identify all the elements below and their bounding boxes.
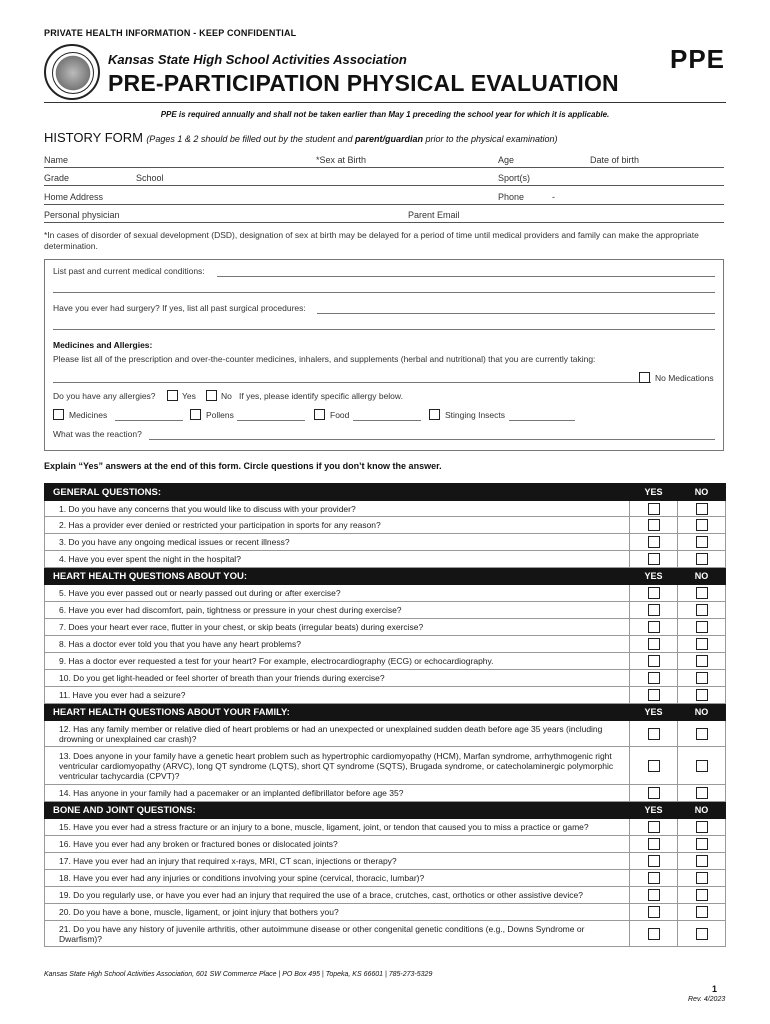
no-cell xyxy=(678,585,726,602)
yes-cell xyxy=(630,670,678,687)
question-row xyxy=(45,517,726,534)
question-text: 9. Has a doctor ever requested a test for your heart? For example, electrocardiography (ECG) or echocardiography. xyxy=(45,653,630,670)
pollens-allergy-input[interactable] xyxy=(237,420,305,421)
yes-checkbox[interactable] xyxy=(648,503,660,515)
yes-checkbox[interactable] xyxy=(648,855,660,867)
yes-checkbox[interactable] xyxy=(648,838,660,850)
yes-cell xyxy=(630,904,678,921)
address-label: Home Address xyxy=(44,192,104,202)
allergies-no-checkbox[interactable] xyxy=(206,390,217,401)
no-checkbox[interactable] xyxy=(696,728,708,740)
revision-date: Rev. 4/2023 xyxy=(688,996,726,1003)
no-cell xyxy=(678,785,726,802)
no-checkbox[interactable] xyxy=(696,638,708,650)
parent-email-label: Parent Email xyxy=(408,210,460,220)
history-subtitle-c: prior to the physical examination) xyxy=(422,134,558,144)
meds-prompt: Please list all of the prescription and over-the-counter medicines, inhalers, and supplements (herbal and nutritional) that you are currently taking: xyxy=(53,354,596,364)
no-checkbox[interactable] xyxy=(696,587,708,599)
question-text: 8. Has a doctor ever told you that you have any heart problems? xyxy=(45,636,630,653)
no-cell xyxy=(678,747,726,785)
allergies-yes-checkbox[interactable] xyxy=(167,390,178,401)
question-row xyxy=(45,534,726,551)
yes-checkbox[interactable] xyxy=(648,604,660,616)
no-column-header: NO xyxy=(678,802,726,819)
question-text: 20. Do you have a bone, muscle, ligament, or joint injury that bothers you? xyxy=(45,904,630,921)
question-text: 4. Have you ever spent the night in the hospital? xyxy=(45,551,630,568)
dob-label: Date of birth xyxy=(590,155,640,165)
question-row xyxy=(45,747,726,785)
yes-checkbox[interactable] xyxy=(648,536,660,548)
no-cell xyxy=(678,517,726,534)
conditions-input[interactable] xyxy=(217,276,715,277)
question-text: 2. Has a provider ever denied or restricted your participation in sports for any reason? xyxy=(45,517,630,534)
conditions-label: List past and current medical conditions: xyxy=(53,266,205,276)
allergies-question: Do you have any allergies? xyxy=(53,391,156,401)
no-checkbox[interactable] xyxy=(696,536,708,548)
yes-cell xyxy=(630,653,678,670)
yes-cell xyxy=(630,870,678,887)
no-cell xyxy=(678,653,726,670)
phone-label: Phone xyxy=(498,192,525,202)
yes-checkbox[interactable] xyxy=(648,728,660,740)
yes-column-header: YES xyxy=(630,704,678,721)
no-checkbox[interactable] xyxy=(696,906,708,918)
no-column-header: NO xyxy=(678,568,726,585)
yes-checkbox[interactable] xyxy=(648,906,660,918)
no-cell xyxy=(678,819,726,836)
no-checkbox[interactable] xyxy=(696,787,708,799)
phone-dash: - xyxy=(552,192,555,202)
history-form-heading xyxy=(44,130,558,145)
yes-cell xyxy=(630,819,678,836)
question-row xyxy=(45,551,726,568)
question-row xyxy=(45,636,726,653)
no-checkbox[interactable] xyxy=(696,503,708,515)
no-checkbox[interactable] xyxy=(696,621,708,633)
no-checkbox[interactable] xyxy=(696,760,708,772)
confidential-banner: PRIVATE HEALTH INFORMATION - KEEP CONFIDENTIAL xyxy=(44,28,297,38)
no-medications-checkbox[interactable] xyxy=(639,372,650,383)
reaction-label: What was the reaction? xyxy=(53,429,142,439)
yes-checkbox[interactable] xyxy=(648,760,660,772)
physician-label: Personal physician xyxy=(44,210,120,220)
footer-address: Kansas State High School Activities Association, 601 SW Commerce Place | PO Box 495 | Topeka, KS 66601 | 785-273-5329 xyxy=(44,971,433,978)
allergies-no-label: No xyxy=(221,391,232,401)
question-row xyxy=(45,836,726,853)
food-allergy-label: Food xyxy=(330,410,350,420)
question-row xyxy=(45,887,726,904)
yes-checkbox[interactable] xyxy=(648,655,660,667)
sex-label: *Sex at Birth xyxy=(316,155,367,165)
yes-checkbox[interactable] xyxy=(648,672,660,684)
question-text: 1. Do you have any concerns that you would like to discuss with your provider? xyxy=(45,501,630,517)
no-medications-label: No Medications xyxy=(655,373,714,383)
yes-checkbox[interactable] xyxy=(648,787,660,799)
yes-cell xyxy=(630,721,678,747)
section-header xyxy=(45,704,726,721)
yes-column-header: YES xyxy=(630,802,678,819)
question-text: 12. Has any family member or relative died of heart problems or had an unexpected or unexplained sudden death before age 35 years (including drowning or unexplained car crash)? xyxy=(45,721,630,747)
question-row xyxy=(45,853,726,870)
yes-checkbox[interactable] xyxy=(648,621,660,633)
question-text: 14. Has anyone in your family had a pacemaker or an implanted defibrillator before age 35? xyxy=(45,785,630,802)
section-title: BONE AND JOINT QUESTIONS: xyxy=(45,802,630,819)
yes-cell xyxy=(630,921,678,947)
meds-input[interactable] xyxy=(53,382,651,383)
yes-checkbox[interactable] xyxy=(648,587,660,599)
yes-checkbox[interactable] xyxy=(648,519,660,531)
name-field[interactable] xyxy=(44,167,724,168)
no-checkbox[interactable] xyxy=(696,855,708,867)
question-text: 21. Do you have any history of juvenile arthritis, other autoimmune disease or other congenital genetic conditions (e.g., Downs Syndrome or Dwarfism)? xyxy=(45,921,630,947)
question-text: 13. Does anyone in your family have a genetic heart problem such as hypertrophic cardiomyopathy (HCM), Marfan syndrome, arrhythmogenic right ventricular cardiomyopathy (ARVC), long QT syndrome (LQTS), short QT syndrome (SQTS), Brugada syndrome, or catecholaminergic polymorphic ventricular tachycardia (CPVT)? xyxy=(45,747,630,785)
form-title: PRE-PARTICIPATION PHYSICAL EVALUATION xyxy=(108,70,619,96)
allergies-yes-label: Yes xyxy=(182,391,196,401)
question-text: 3. Do you have any ongoing medical issues or recent illness? xyxy=(45,534,630,551)
yes-cell xyxy=(630,501,678,517)
no-cell xyxy=(678,501,726,517)
no-checkbox[interactable] xyxy=(696,889,708,901)
association-seal-logo xyxy=(44,44,100,100)
medicines-allergy-label: Medicines xyxy=(69,410,108,420)
question-row xyxy=(45,904,726,921)
ppe-badge: PPE xyxy=(670,44,726,74)
section-header xyxy=(45,568,726,585)
question-text: 18. Have you ever had any injuries or conditions involving your spine (cervical, thoracic, lumbar)? xyxy=(45,870,630,887)
history-subtitle-a: (Pages 1 & 2 should be filled out by the student and xyxy=(146,134,355,144)
pollens-allergy-label: Pollens xyxy=(206,410,234,420)
yes-cell xyxy=(630,687,678,704)
history-heading: HISTORY FORM xyxy=(44,130,143,145)
no-cell xyxy=(678,921,726,947)
explain-instruction: Explain “Yes” answers at the end of this form. Circle questions if you don’t know the answer. xyxy=(44,461,442,471)
no-checkbox[interactable] xyxy=(696,672,708,684)
surgery-label: Have you ever had surgery? If yes, list all past surgical procedures: xyxy=(53,303,306,313)
no-cell xyxy=(678,551,726,568)
yes-checkbox[interactable] xyxy=(648,872,660,884)
no-checkbox[interactable] xyxy=(696,604,708,616)
medicines-allergy-input[interactable] xyxy=(115,420,183,421)
yes-checkbox[interactable] xyxy=(648,821,660,833)
physician-field[interactable] xyxy=(44,222,724,223)
grade-label: Grade xyxy=(44,173,70,183)
title-divider xyxy=(44,102,726,103)
no-cell xyxy=(678,687,726,704)
yes-cell xyxy=(630,602,678,619)
yes-cell xyxy=(630,551,678,568)
no-cell xyxy=(678,853,726,870)
yes-cell xyxy=(630,853,678,870)
section-header xyxy=(45,484,726,501)
yes-cell xyxy=(630,747,678,785)
no-cell xyxy=(678,904,726,921)
question-row xyxy=(45,870,726,887)
age-label: Age xyxy=(498,155,515,165)
question-text: 11. Have you ever had a seizure? xyxy=(45,687,630,704)
yes-cell xyxy=(630,585,678,602)
question-row xyxy=(45,670,726,687)
history-subtitle-b: parent/guardian xyxy=(354,134,423,144)
yes-cell xyxy=(630,887,678,904)
question-row xyxy=(45,721,726,747)
yes-cell xyxy=(630,785,678,802)
no-cell xyxy=(678,602,726,619)
question-text: 17. Have you ever had an injury that required x-rays, MRI, CT scan, injections or therapy? xyxy=(45,853,630,870)
meds-heading: Medicines and Allergies: xyxy=(53,340,153,350)
grade-school-field[interactable] xyxy=(44,185,724,186)
address-field[interactable] xyxy=(44,204,724,205)
question-row xyxy=(45,585,726,602)
surgery-input[interactable] xyxy=(317,313,715,314)
no-cell xyxy=(678,887,726,904)
food-allergy-input[interactable] xyxy=(353,420,421,421)
no-cell xyxy=(678,670,726,687)
medicines-allergy-checkbox[interactable] xyxy=(53,409,64,420)
questions-table xyxy=(44,483,726,947)
sports-label: Sport(s) xyxy=(498,173,531,183)
annual-notice: PPE is required annually and shall not be taken earlier than May 1 preceding the school year for which it is applicable. xyxy=(160,110,610,119)
yes-cell xyxy=(630,636,678,653)
no-cell xyxy=(678,721,726,747)
stinging-insects-input[interactable] xyxy=(509,420,575,421)
no-cell xyxy=(678,619,726,636)
no-cell xyxy=(678,636,726,653)
pollens-allergy-checkbox[interactable] xyxy=(190,409,201,420)
section-title: HEART HEALTH QUESTIONS ABOUT YOU: xyxy=(45,568,630,585)
yes-checkbox[interactable] xyxy=(648,689,660,701)
medical-history-box xyxy=(44,259,724,451)
question-text: 16. Have you ever had any broken or fractured bones or dislocated joints? xyxy=(45,836,630,853)
yes-column-header: YES xyxy=(630,484,678,501)
allergy-instruction: If yes, please identify specific allergy below. xyxy=(239,391,403,401)
question-text: 10. Do you get light-headed or feel shorter of breath than your friends during exercise? xyxy=(45,670,630,687)
reaction-input[interactable] xyxy=(149,439,715,440)
question-row xyxy=(45,602,726,619)
no-cell xyxy=(678,870,726,887)
no-checkbox[interactable] xyxy=(696,689,708,701)
question-row xyxy=(45,501,726,517)
no-column-header: NO xyxy=(678,704,726,721)
question-row xyxy=(45,785,726,802)
yes-cell xyxy=(630,619,678,636)
no-column-header: NO xyxy=(678,484,726,501)
section-title: HEART HEALTH QUESTIONS ABOUT YOUR FAMILY: xyxy=(45,704,630,721)
question-text: 19. Do you regularly use, or have you ever had an injury that required the use of a brace, crutches, cast, orthotics or other assistive device? xyxy=(45,887,630,904)
yes-checkbox[interactable] xyxy=(648,553,660,565)
yes-cell xyxy=(630,534,678,551)
no-checkbox[interactable] xyxy=(696,655,708,667)
yes-checkbox[interactable] xyxy=(648,928,660,940)
surgery-input-line2[interactable] xyxy=(53,329,715,330)
school-label: School xyxy=(136,173,164,183)
yes-cell xyxy=(630,517,678,534)
yes-cell xyxy=(630,836,678,853)
association-name: Kansas State High School Activities Association xyxy=(108,52,407,67)
yes-column-header: YES xyxy=(630,568,678,585)
name-label: Name xyxy=(44,155,69,165)
section-title: GENERAL QUESTIONS: xyxy=(45,484,630,501)
no-checkbox[interactable] xyxy=(696,872,708,884)
food-allergy-checkbox[interactable] xyxy=(314,409,325,420)
yes-checkbox[interactable] xyxy=(648,889,660,901)
no-cell xyxy=(678,836,726,853)
no-checkbox[interactable] xyxy=(696,838,708,850)
conditions-input-line2[interactable] xyxy=(53,292,715,293)
question-row xyxy=(45,687,726,704)
no-checkbox[interactable] xyxy=(696,928,708,940)
question-row xyxy=(45,921,726,947)
question-text: 6. Have you ever had discomfort, pain, tightness or pressure in your chest during exercise? xyxy=(45,602,630,619)
question-row xyxy=(45,619,726,636)
question-text: 15. Have you ever had a stress fracture or an injury to a bone, muscle, ligament, joint, or tendon that caused you to miss a practice or game? xyxy=(45,819,630,836)
question-row xyxy=(45,819,726,836)
question-text: 7. Does your heart ever race, flutter in your chest, or skip beats (irregular beats) during exercise? xyxy=(45,619,630,636)
stinging-insects-label: Stinging Insects xyxy=(445,410,506,420)
no-cell xyxy=(678,534,726,551)
question-text: 5. Have you ever passed out or nearly passed out during or after exercise? xyxy=(45,585,630,602)
dsd-note: *In cases of disorder of sexual development (DSD), designation of sex at birth may be delayed for a period of time until medical providers and family can make the appropriate determination. xyxy=(44,230,699,251)
no-checkbox[interactable] xyxy=(696,519,708,531)
no-checkbox[interactable] xyxy=(696,821,708,833)
section-header xyxy=(45,802,726,819)
question-row xyxy=(45,653,726,670)
page-number: 1 xyxy=(712,984,718,994)
stinging-insects-checkbox[interactable] xyxy=(429,409,440,420)
yes-checkbox[interactable] xyxy=(648,638,660,650)
no-checkbox[interactable] xyxy=(696,553,708,565)
